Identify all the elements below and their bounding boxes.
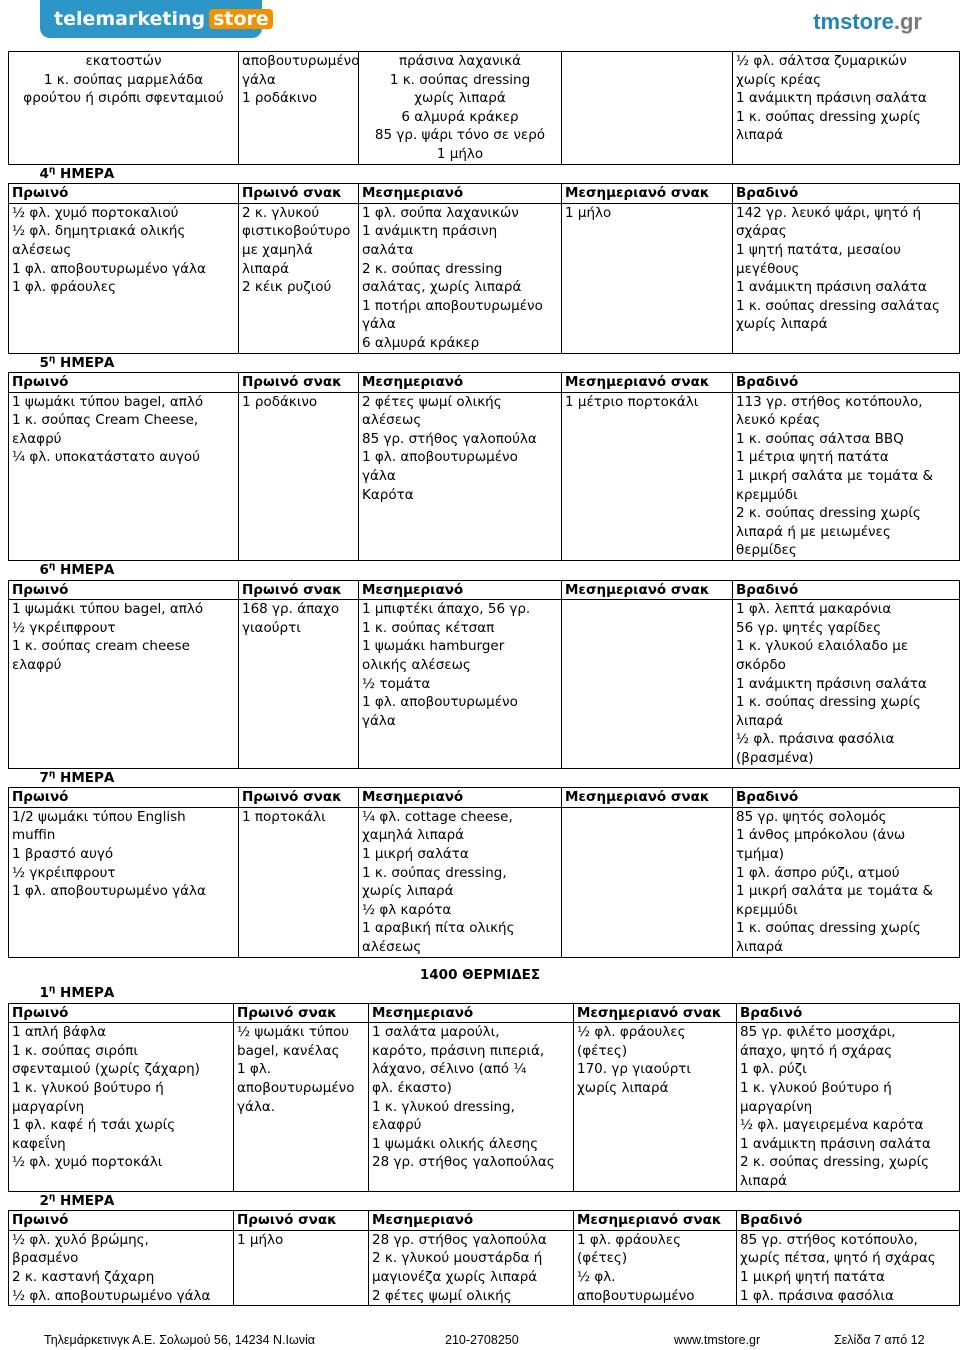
meal-row [9,203,960,353]
ordinal-suffix: η [48,354,56,364]
meal-header-row [9,1003,960,1023]
header-lunch: Μεσημεριανό [369,1003,574,1023]
day-title-row [9,1191,960,1211]
header-dinner: Βραδινό [737,1211,960,1231]
day-label: ΗΜΕΡΑ [60,769,115,786]
cell-lunch: πράσινα λαχανικά 1 κ. σούπας dressing χωρίς λιπαρά 6 αλμυρά κράκερ 85 γρ. ψάρι τόνο σε νερό 1 μήλο [359,52,562,165]
cell-dinner: ½ φλ. σάλτσα ζυμαρικών χωρίς κρέας 1 ανάμικτη πράσινη σαλάτα 1 κ. σούπας dressing χωρίς λιπαρά [733,52,960,165]
site-name-tld: .gr [893,9,922,34]
header-lunch: Μεσημεριανό [359,580,562,600]
site-name-main: tmstore [813,9,894,34]
day-title-row [9,768,960,788]
meal-header-row [9,373,960,393]
cell-afternoon-snack [562,600,733,768]
header-breakfast: Πρωινό [9,1003,234,1023]
header-breakfast: Πρωινό [9,373,239,393]
meal-row [9,1230,960,1305]
day-number: 1 [39,985,49,1001]
cell-dinner: 1 φλ. λεπτά μακαρόνια 56 γρ. ψητές γαρίδες 1 κ. γλυκού ελαιόλαδο με σκόρδο 1 ανάμικτη πράσινη σαλάτα 1 κ. σούπας dressing χωρίς λιπαρά ½ φλ. πράσινα φασόλια (βρασμένα) [733,600,960,768]
header-morning-snack: Πρωινό σνακ [239,184,359,204]
day-number: 2 [39,1192,49,1209]
cell-afternoon-snack: 1 φλ. φράουλες (φέτες) ½ φλ. αποβουτυρωμένο [574,1230,737,1305]
ordinal-suffix: η [48,1192,56,1203]
header-morning-snack: Πρωινό σνακ [234,1003,369,1023]
header-dinner: Βραδινό [737,1003,960,1023]
day-title-row [9,164,960,184]
day-number: 6 [39,562,49,579]
meal-row [9,600,960,768]
cell-afternoon-snack [562,807,733,957]
cell-dinner: 142 γρ. λευκό ψάρι, ψητό ή σχάρας 1 ψητή πατάτα, μεσαίου μεγέθους 1 ανάμικτη πράσινη σαλάτα 1 κ. σούπας dressing σαλάτας χωρίς λιπαρά [733,203,960,353]
ordinal-suffix: η [48,769,56,780]
header-morning-snack: Πρωινό σνακ [239,788,359,808]
header-dinner: Βραδινό [733,373,960,393]
footer-company: Τηλεμάρκετινγκ Α.Ε. Σολωμού 56, 14234 Ν.Ιωνία [44,1333,315,1347]
day-title [9,768,960,788]
day-label: ΗΜΕΡΑ [60,165,115,182]
cell-lunch: ¼ φλ. cottage cheese, χαμηλά λιπαρά 1 μικρή σαλάτα 1 κ. σούπας dressing, χωρίς λιπαρά ½ φλ καρότα 1 αραβική πίτα ολικής αλέσεως [359,807,562,957]
cell-morning-snack: 1 ροδάκινο [239,392,359,560]
meal-plan-table-1 [8,51,960,958]
header-dinner: Βραδινό [733,788,960,808]
day-title-row [9,984,960,1003]
header-dinner: Βραδινό [733,184,960,204]
footer-website[interactable]: www.tmstore.gr [674,1333,761,1347]
ordinal-suffix: η [48,984,56,995]
header-afternoon-snack: Μεσημεριανό σνακ [574,1211,737,1231]
day-title [9,353,960,373]
cell-afternoon-snack: 1 μέτριο πορτοκάλι [562,392,733,560]
cell-dinner: 85 γρ. ψητός σολομός 1 άνθος μπρόκολου (άνω τμήμα) 1 φλ. άσπρο ρύζι, ατμού 1 μικρή σαλάτα με τομάτα & κρεμμύδι 1 κ. σούπας dressing χωρίς λιπαρά [733,807,960,957]
header-breakfast: Πρωινό [9,1211,234,1231]
meal-row [9,392,960,560]
cell-breakfast: ½ φλ. χυλό βρώμης, βρασμένο 2 κ. καστανή ζάχαρη ½ φλ. αποβουτυρωμένο γάλα [9,1230,234,1305]
cell-lunch: 1 σαλάτα μαρούλι, καρότο, πράσινη πιπεριά, λάχανο, σέλινο (από ¼ φλ. έκαστο) 1 κ. γλυκού dressing, ελαφρύ 1 ψωμάκι ολικής άλεσης 28 γρ. στήθος γαλοπούλας [369,1023,574,1191]
day-label: ΗΜΕΡΑ [60,985,115,1001]
day-title [9,561,960,581]
header-breakfast: Πρωινό [9,184,239,204]
header-lunch: Μεσημεριανό [369,1211,574,1231]
cell-breakfast: εκατοστών 1 κ. σούπας μαρμελάδα φρούτου ή σιρόπι σφενταμιού [9,52,239,165]
day-title [9,164,960,184]
header-morning-snack: Πρωινό σνακ [239,580,359,600]
day-title-row [9,561,960,581]
header-afternoon-snack: Μεσημεριανό σνακ [562,580,733,600]
cell-lunch: 2 φέτες ψωμί ολικής αλέσεως 85 γρ. στήθος γαλοπούλα 1 φλ. αποβουτυρωμένο γάλα Καρότα [359,392,562,560]
header-afternoon-snack: Μεσημεριανό σνακ [562,184,733,204]
calorie-section-title: 1400 ΘΕΡΜΙΔΕΣ [419,967,541,983]
day-title-row [9,353,960,373]
ordinal-suffix: η [48,165,56,176]
cell-dinner: 85 γρ. στήθος κοτόπουλο, χωρίς πέτσα, ψητό ή σχάρας 1 μικρή ψητή πατάτα 1 φλ. πράσινα φασόλια [737,1230,960,1305]
header-afternoon-snack: Μεσημεριανό σνακ [574,1003,737,1023]
header-lunch: Μεσημεριανό [359,788,562,808]
logo-text: telemarketing [54,7,206,30]
cell-dinner: 113 γρ. στήθος κοτόπουλο, λευκό κρέας 1 κ. σούπας σάλτσα BBQ 1 μέτρια ψητή πατάτα 1 μικρή σαλάτα με τομάτα & κρεμμύδι 2 κ. σούπας dressing χωρίς λιπαρά ή με μειωμένες θερμίδες [733,392,960,560]
cell-morning-snack: 1 πορτοκάλι [239,807,359,957]
meal-header-row [9,580,960,600]
meal-plan-table-2 [8,984,960,1306]
day-label: ΗΜΕΡΑ [60,1192,115,1209]
header-afternoon-snack: Μεσημεριανό σνακ [562,373,733,393]
footer-page-number: Σελίδα 7 από 12 [834,1333,925,1347]
meal-row [9,807,960,957]
day-number: 4 [39,165,49,182]
cell-morning-snack: 2 κ. γλυκού φιστικοβούτυρο με χαμηλά λιπαρά 2 κέικ ρυζιού [239,203,359,353]
day-title [9,984,960,1003]
telemarketing-store-logo [40,0,269,38]
cell-morning-snack: ½ ψωμάκι τύπου bagel, κανέλας 1 φλ. αποβουτυρωμένο γάλα. [234,1023,369,1191]
cell-breakfast: 1 ψωμάκι τύπου bagel, απλό 1 κ. σούπας Cream Cheese, ελαφρύ ¼ φλ. υποκατάστατο αυγού [9,392,239,560]
cell-breakfast: ½ φλ. χυμό πορτοκαλιού ½ φλ. δημητριακά ολικής αλέσεως 1 φλ. αποβουτυρωμένο γάλα 1 φλ. φράουλες [9,203,239,353]
cell-dinner: 85 γρ. φιλέτο μοσχάρι, άπαχο, ψητό ή σχάρας 1 φλ. ρύζι 1 κ. γλυκού βούτυρο ή μαργαρίνη ½ φλ. μαγειρεμένα καρότα 1 ανάμικτη πράσινη σαλάτα 2 κ. σούπας dressing, χωρίς λιπαρά [737,1023,960,1191]
cell-lunch: 28 γρ. στήθος γαλοπούλα 2 κ. γλυκού μουστάρδα ή μαγιονέζα χωρίς λιπαρά 2 φέτες ψωμί ολικής [369,1230,574,1305]
cell-morning-snack: αποβουτυρωμένο γάλα 1 ροδάκινο [239,52,359,165]
cell-afternoon-snack: ½ φλ. φράουλες (φέτες) 170. γρ γιαούρτι χωρίς λιπαρά [574,1023,737,1191]
continuation-row [9,52,960,165]
day-label: ΗΜΕΡΑ [60,354,115,371]
header-morning-snack: Πρωινό σνακ [234,1211,369,1231]
day-title [9,1191,960,1211]
cell-breakfast: 1 ψωμάκι τύπου bagel, απλό ½ γκρέιπφρουτ 1 κ. σούπας cream cheese ελαφρύ [9,600,239,768]
cell-afternoon-snack: 1 μήλο [562,203,733,353]
header-lunch: Μεσημεριανό [359,184,562,204]
meal-header-row [9,788,960,808]
cell-morning-snack: 168 γρ. άπαχο γιαούρτι [239,600,359,768]
day-number: 7 [39,769,49,786]
cell-breakfast: 1/2 ψωμάκι τύπου English muffin 1 βραστό αυγό ½ γκρέιπφρουτ 1 φλ. αποβουτυρωμένο γάλα [9,807,239,957]
header-dinner: Βραδινό [733,580,960,600]
header-afternoon-snack: Μεσημεριανό σνακ [562,788,733,808]
cell-breakfast: 1 απλή βάφλα 1 κ. σούπας σιρόπι σφενταμιού (χωρίς ζάχαρη) 1 κ. γλυκού βούτυρο ή μαργαρίνη 1 φλ. καφέ ή τσάι χωρίς καφεΐνη ½ φλ. χυμό πορτοκάλι [9,1023,234,1191]
cell-afternoon-snack [562,52,733,165]
cell-lunch: 1 μπιφτέκι άπαχο, 56 γρ. 1 κ. σούπας κέτσαπ 1 ψωμάκι hamburger ολικής αλέσεως ½ τομάτα 1 φλ. αποβουτυρωμένο γάλα [359,600,562,768]
day-number: 5 [39,354,49,371]
meal-row [9,1023,960,1191]
day-label: ΗΜΕΡΑ [60,562,115,579]
header-breakfast: Πρωινό [9,580,239,600]
meal-header-row [9,184,960,204]
header-morning-snack: Πρωινό σνακ [239,373,359,393]
header-lunch: Μεσημεριανό [359,373,562,393]
cell-morning-snack: 1 μήλο [234,1230,369,1305]
cell-lunch: 1 φλ. σούπα λαχανικών 1 ανάμικτη πράσινη σαλάτα 2 κ. σούπας dressing σαλάτας, χωρίς λιπαρά 1 ποτήρι αποβουτυρωμένο γάλα 6 αλμυρά κράκερ [359,203,562,353]
meal-header-row [9,1211,960,1231]
ordinal-suffix: η [48,561,56,572]
footer-phone: 210-2708250 [445,1333,519,1347]
header-breakfast: Πρωινό [9,788,239,808]
logo-store-badge: store [209,9,273,30]
site-name [813,9,922,34]
